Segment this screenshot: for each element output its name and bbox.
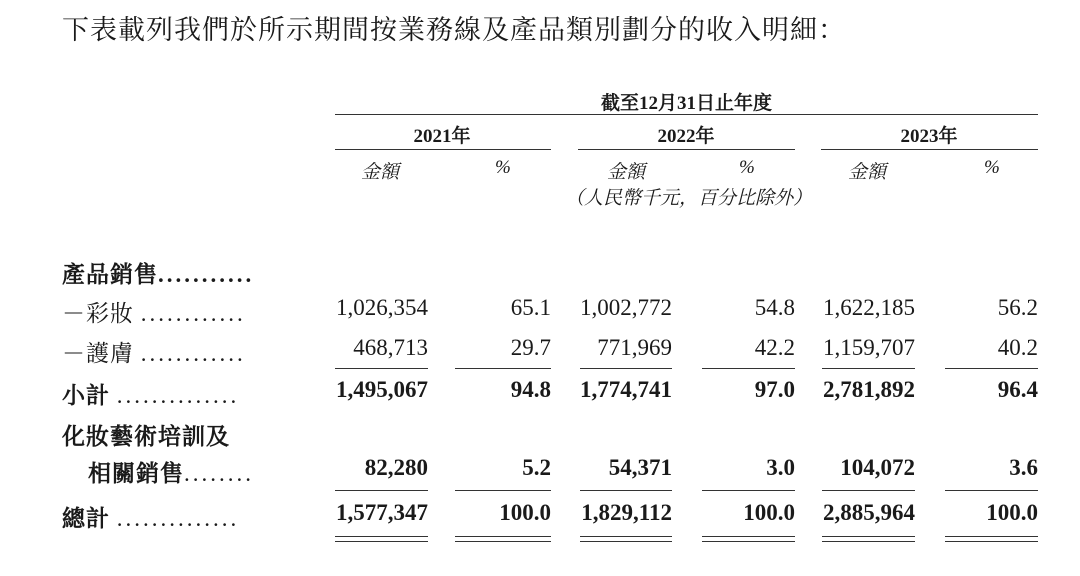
- cell-subtotal-2021-amount: 1,495,067: [336, 377, 428, 402]
- total-rule-c4: [702, 490, 795, 491]
- year-underline-2023: [821, 149, 1038, 150]
- cell-makeup-2021-pct: 65.1: [510, 295, 551, 320]
- cell-total-2021-amount: 1,577,347: [336, 500, 428, 525]
- period-header: 截至12月31日止年度: [600, 93, 772, 114]
- period-underline: [335, 114, 1038, 115]
- double-rule-top-c4: [702, 536, 795, 537]
- double-rule-top-c2: [455, 536, 551, 537]
- subheader-pct-2022: %: [739, 157, 755, 178]
- total-rule-c3: [580, 490, 672, 491]
- row-label-total: 總計 ..............: [62, 506, 240, 531]
- total-rule-c6: [945, 490, 1038, 491]
- double-rule-top-c1: [335, 536, 428, 537]
- double-rule-bottom-c5: [822, 541, 915, 542]
- subtotal-rule-c5: [822, 368, 915, 369]
- cell-total-2022-amount: 1,829,112: [581, 500, 672, 525]
- row-label-training-line1: 化妝藝術培訓及: [62, 424, 230, 449]
- cell-skincare-2021-amount: 468,713: [353, 335, 428, 360]
- subtotal-rule-c2: [455, 368, 551, 369]
- double-rule-top-c6: [945, 536, 1038, 537]
- row-label-subtotal: 小計 ..............: [62, 383, 240, 408]
- cell-total-2022-pct: 100.0: [743, 500, 795, 525]
- double-rule-bottom-c1: [335, 541, 428, 542]
- cell-subtotal-2022-amount: 1,774,741: [580, 377, 672, 402]
- double-rule-bottom-c4: [702, 541, 795, 542]
- year-underline-2022: [578, 149, 795, 150]
- row-label-skincare: －護膚 ............: [62, 341, 246, 366]
- double-rule-bottom-c2: [455, 541, 551, 542]
- subheader-pct-2023: %: [984, 157, 1000, 178]
- cell-makeup-2022-pct: 54.8: [754, 295, 795, 320]
- cell-total-2023-pct: 100.0: [986, 500, 1038, 525]
- row-label-makeup: －彩妝 ............: [62, 301, 246, 326]
- subtotal-rule-c3: [580, 368, 672, 369]
- row-label-product-sales: 產品銷售...........: [62, 262, 255, 287]
- double-rule-bottom-c3: [580, 541, 672, 542]
- subtotal-rule-c1: [335, 368, 428, 369]
- total-rule-c1: [335, 490, 428, 491]
- year-underline-2021: [335, 149, 551, 150]
- cell-total-2021-pct: 100.0: [499, 500, 551, 525]
- total-rule-c2: [455, 490, 551, 491]
- cell-subtotal-2021-pct: 94.8: [510, 377, 551, 402]
- cell-skincare-2023-pct: 40.2: [997, 335, 1038, 360]
- year-header-2022: 2022年: [657, 126, 715, 147]
- row-label-training-line2: 相關銷售........: [88, 461, 254, 486]
- total-rule-c5: [822, 490, 915, 491]
- double-rule-top-c5: [822, 536, 915, 537]
- subheader-amount-2023: 金額: [848, 162, 887, 183]
- cell-total-2023-amount: 2,885,964: [823, 500, 915, 525]
- cell-skincare-2022-pct: 42.2: [754, 335, 795, 360]
- double-rule-bottom-c6: [945, 541, 1038, 542]
- double-rule-top-c3: [580, 536, 672, 537]
- cell-subtotal-2022-pct: 97.0: [754, 377, 795, 402]
- cell-training-2023-amount: 104,072: [840, 455, 915, 480]
- subtotal-rule-c6: [945, 368, 1038, 369]
- cell-training-2021-amount: 82,280: [364, 455, 428, 480]
- cell-skincare-2023-amount: 1,159,707: [823, 335, 915, 360]
- cell-training-2022-amount: 54,371: [608, 455, 672, 480]
- subtotal-rule-c4: [702, 368, 795, 369]
- cell-skincare-2022-amount: 771,969: [597, 335, 672, 360]
- unit-note: （人民幣千元，百分比除外）: [565, 188, 813, 209]
- cell-makeup-2023-amount: 1,622,185: [823, 295, 915, 320]
- subheader-amount-2021: 金額: [361, 162, 400, 183]
- cell-training-2022-pct: 3.0: [766, 455, 795, 480]
- year-header-2021: 2021年: [413, 126, 471, 147]
- cell-skincare-2021-pct: 29.7: [510, 335, 551, 360]
- cell-subtotal-2023-amount: 2,781,892: [823, 377, 915, 402]
- subheader-pct-2021: %: [495, 157, 511, 178]
- cell-makeup-2021-amount: 1,026,354: [336, 295, 428, 320]
- cell-makeup-2023-pct: 56.2: [997, 295, 1038, 320]
- cell-training-2021-pct: 5.2: [522, 455, 551, 480]
- cell-training-2023-pct: 3.6: [1009, 455, 1038, 480]
- subheader-amount-2022: 金額: [607, 162, 646, 183]
- intro-text: 下表載列我們於所示期間按業務線及產品類別劃分的收入明細：: [62, 15, 846, 45]
- year-header-2023: 2023年: [900, 126, 958, 147]
- cell-makeup-2022-amount: 1,002,772: [580, 295, 672, 320]
- cell-subtotal-2023-pct: 96.4: [997, 377, 1038, 402]
